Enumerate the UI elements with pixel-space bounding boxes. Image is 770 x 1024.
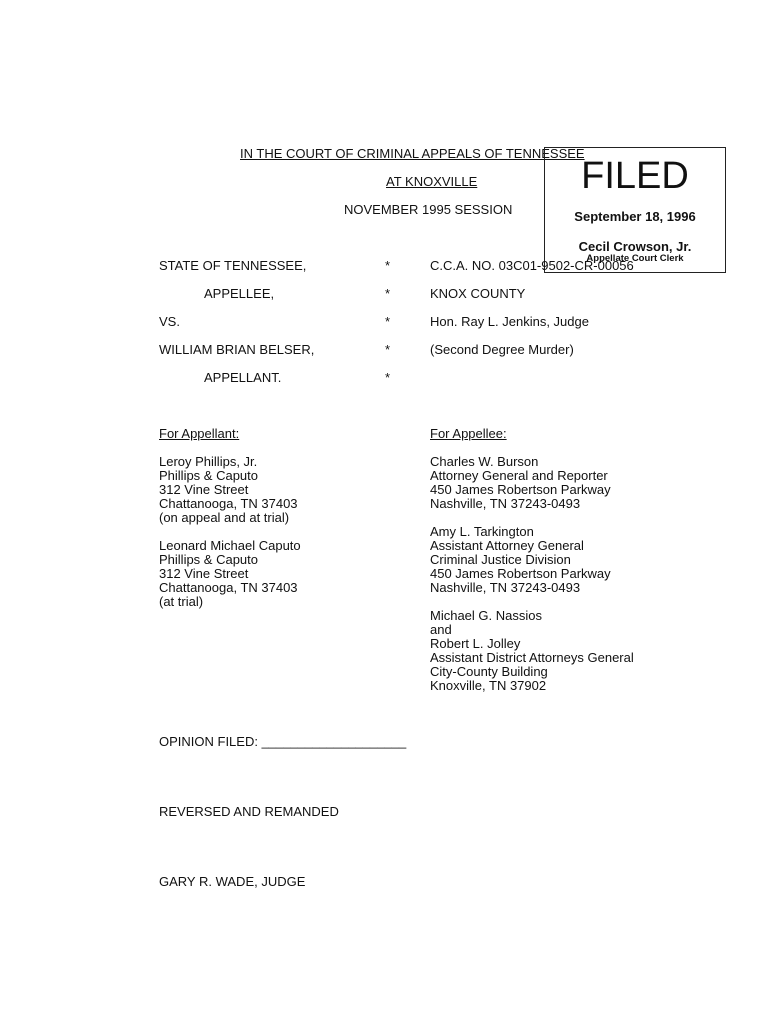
clerk-title: Appellate Court Clerk	[586, 253, 684, 264]
address-line: Amy L. Tarkington	[430, 524, 534, 539]
offense: (Second Degree Murder)	[430, 342, 574, 357]
caption-star: *	[385, 370, 391, 385]
opinion-filed-line: OPINION FILED: ____________________	[159, 734, 407, 749]
county: KNOX COUNTY	[430, 286, 526, 301]
address-line: 312 Vine Street	[159, 482, 249, 497]
party-appellee-role: APPELLEE,	[204, 286, 275, 301]
address-line: Chattanooga, TN 37403	[159, 580, 298, 595]
appellee-counsel-2	[430, 525, 611, 595]
address-line: Michael G. Nassios	[430, 608, 542, 623]
filed-stamp	[544, 147, 726, 273]
address-line: Criminal Justice Division	[430, 552, 571, 567]
address-line: (at trial)	[159, 594, 204, 609]
authoring-judge: GARY R. WADE, JUDGE	[159, 874, 306, 889]
appellee-counsel-heading: For Appellee:	[430, 426, 507, 441]
address-line: City-County Building	[430, 664, 548, 679]
caption-star: *	[385, 258, 391, 273]
clerk-name: Cecil Crowson, Jr.	[578, 239, 692, 254]
address-line: and	[430, 622, 452, 637]
court-location: AT KNOXVILLE	[386, 174, 478, 189]
appellee-counsel-3	[430, 609, 634, 693]
caption-star: *	[385, 286, 391, 301]
address-line: (on appeal and at trial)	[159, 510, 290, 525]
filed-label: FILED	[581, 155, 689, 197]
address-line: Phillips & Caputo	[159, 552, 258, 567]
address-line: Phillips & Caputo	[159, 468, 258, 483]
appellant-counsel-1	[159, 455, 298, 525]
appellee-counsel-1	[430, 455, 611, 511]
address-line: Assistant District Attorneys General	[430, 650, 634, 665]
address-line: Chattanooga, TN 37403	[159, 496, 298, 511]
address-line: Nashville, TN 37243-0493	[430, 580, 581, 595]
party-state: STATE OF TENNESSEE,	[159, 258, 307, 273]
address-line: Robert L. Jolley	[430, 636, 521, 651]
party-appellant-role: APPELLANT.	[204, 370, 282, 385]
caption-star: *	[385, 314, 391, 329]
appellant-counsel-2	[159, 539, 301, 609]
address-line: Knoxville, TN 37902	[430, 678, 547, 693]
address-line: 312 Vine Street	[159, 566, 249, 581]
caption-star: *	[385, 342, 391, 357]
case-number: C.C.A. NO. 03C01-9502-CR-00056	[430, 258, 634, 273]
party-vs: VS.	[159, 314, 180, 329]
filed-date: September 18, 1996	[574, 209, 696, 224]
court-session: NOVEMBER 1995 SESSION	[344, 202, 513, 217]
address-line: Charles W. Burson	[430, 454, 539, 469]
address-line: Nashville, TN 37243-0493	[430, 496, 581, 511]
party-defendant: WILLIAM BRIAN BELSER,	[159, 342, 315, 357]
appellant-counsel-heading: For Appellant:	[159, 426, 240, 441]
trial-judge: Hon. Ray L. Jenkins, Judge	[430, 314, 589, 329]
disposition: REVERSED AND REMANDED	[159, 804, 339, 819]
address-line: 450 James Robertson Parkway	[430, 566, 611, 581]
address-line: Leroy Phillips, Jr.	[159, 454, 258, 469]
address-line: 450 James Robertson Parkway	[430, 482, 611, 497]
address-line: Leonard Michael Caputo	[159, 538, 301, 553]
address-line: Attorney General and Reporter	[430, 468, 608, 483]
address-line: Assistant Attorney General	[430, 538, 584, 553]
court-title: IN THE COURT OF CRIMINAL APPEALS OF TENNESSEE	[240, 146, 585, 161]
